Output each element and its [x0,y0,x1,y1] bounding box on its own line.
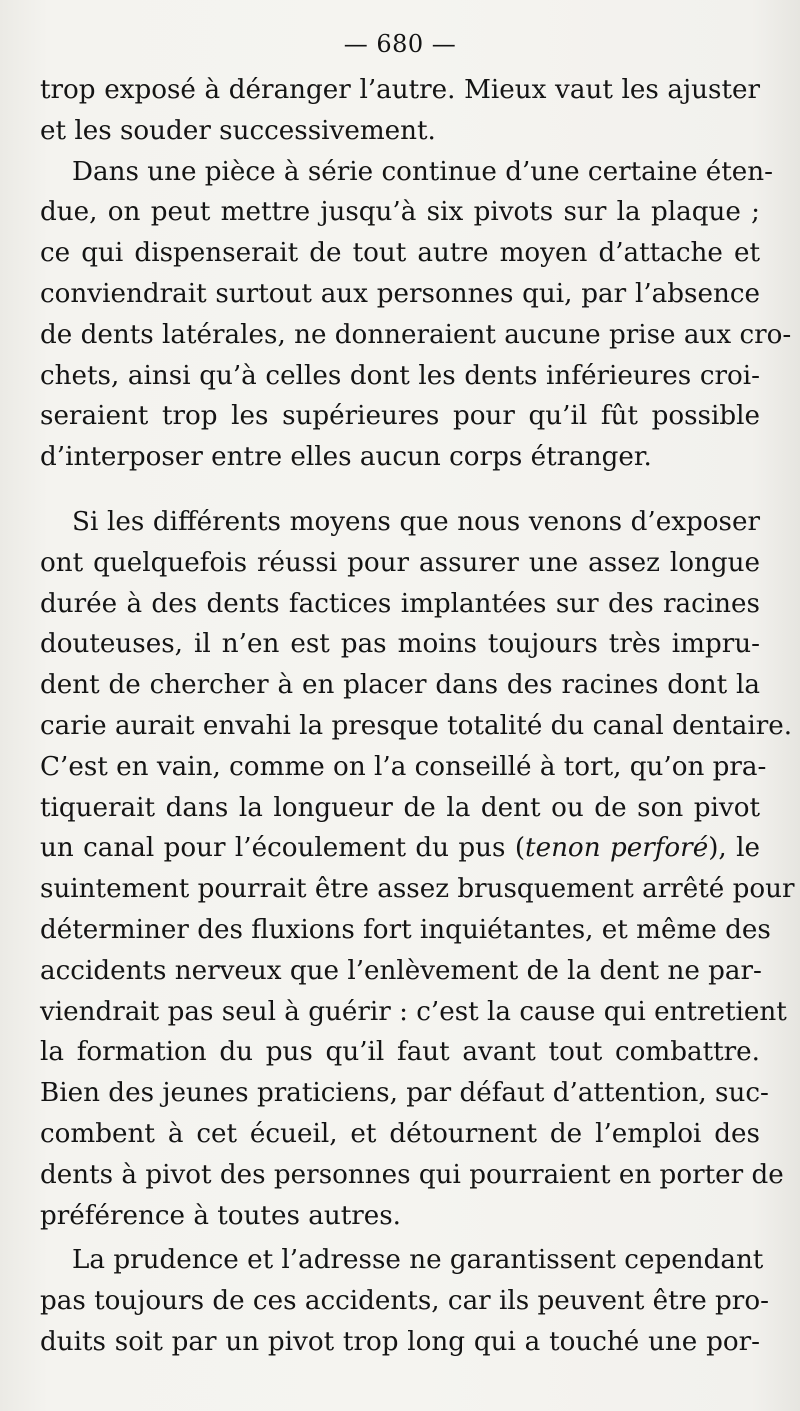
text-line: chets, ainsi qu’à celles dont les dents inférieures croi- [40,360,760,391]
text-line: préférence à toutes autres. [40,1200,401,1231]
text-line: déterminer des fluxions fort inquiétantes, et même des [40,914,771,945]
text-line: dent de chercher à en placer dans des racines dont la [40,670,760,701]
paragraph-2 [40,152,792,478]
text-line: Dans une pièce à série continue d’une certaine éten- [72,156,774,187]
text-line: douteuses, il n’en est pas moins toujours très impru- [40,629,760,660]
text-line: pas toujours de ces accidents, car ils peuvent être pro- [40,1286,769,1317]
text-line: accidents nerveux que l’enlèvement de la dent ne par- [40,955,762,986]
text-line: Si les différents moyens que nous venons d’exposer [72,506,760,537]
text-line: seraient trop les supérieures pour qu’il fût possible [40,401,760,432]
text-line: duits soit par un pivot trop long qui a touché une por- [40,1326,760,1357]
text-line: combent à cet écueil, et détournent de l’emploi des [40,1118,760,1149]
text-line: carie aurait envahi la presque totalité du canal dentaire. [40,710,793,741]
text-line: la formation du pus qu’il faut avant tout combattre. [40,1037,760,1068]
text-line: d’interposer entre elles aucun corps étranger. [40,442,652,473]
text-line: dents à pivot des personnes qui pourraient en porter de [40,1159,784,1190]
text-line: viendrait pas seul à guérir : c’est la cause qui entretient [40,996,787,1027]
paragraph-4 [40,1240,769,1362]
body-text [40,70,795,1363]
text-line: ont quelquefois réussi pour assurer une assez longue [40,547,760,578]
paragraph-3 [40,502,795,1236]
text-line: La prudence et l’adresse ne garantissent cependant [72,1245,764,1276]
text-line: Bien des jeunes praticiens, par défaut d’attention, suc- [40,1078,769,1109]
text-line: suintement pourrait être assez brusquement arrêté pour [40,874,795,905]
paragraph-gap [40,478,760,502]
text-line: et les souder successivement. [40,115,436,146]
text-line: un canal pour l’écoulement du pus (tenon perforé), le [40,833,760,864]
text-line: durée à des dents factices implantées sur des racines [40,588,760,619]
italic-term: tenon perforé [525,833,709,864]
text-line: de dents latérales, ne donneraient aucune prise aux cro- [40,319,792,350]
page-number: — 680 — [343,30,457,58]
text-line: due, on peut mettre jusqu’à six pivots sur la plaque ; [40,197,760,228]
text-line: tiquerait dans la longueur de la dent ou de son pivot [40,792,760,823]
text-line: conviendrait surtout aux personnes qui, par l’absence [40,278,760,309]
text-line: C’est en vain, comme on l’a conseillé à tort, qu’on pra- [40,751,767,782]
text-line: trop exposé à déranger l’autre. Mieux vaut les ajuster [40,75,760,105]
text-line: ce qui dispenserait de tout autre moyen d’attache et [40,238,760,269]
paragraph-1 [40,70,760,152]
